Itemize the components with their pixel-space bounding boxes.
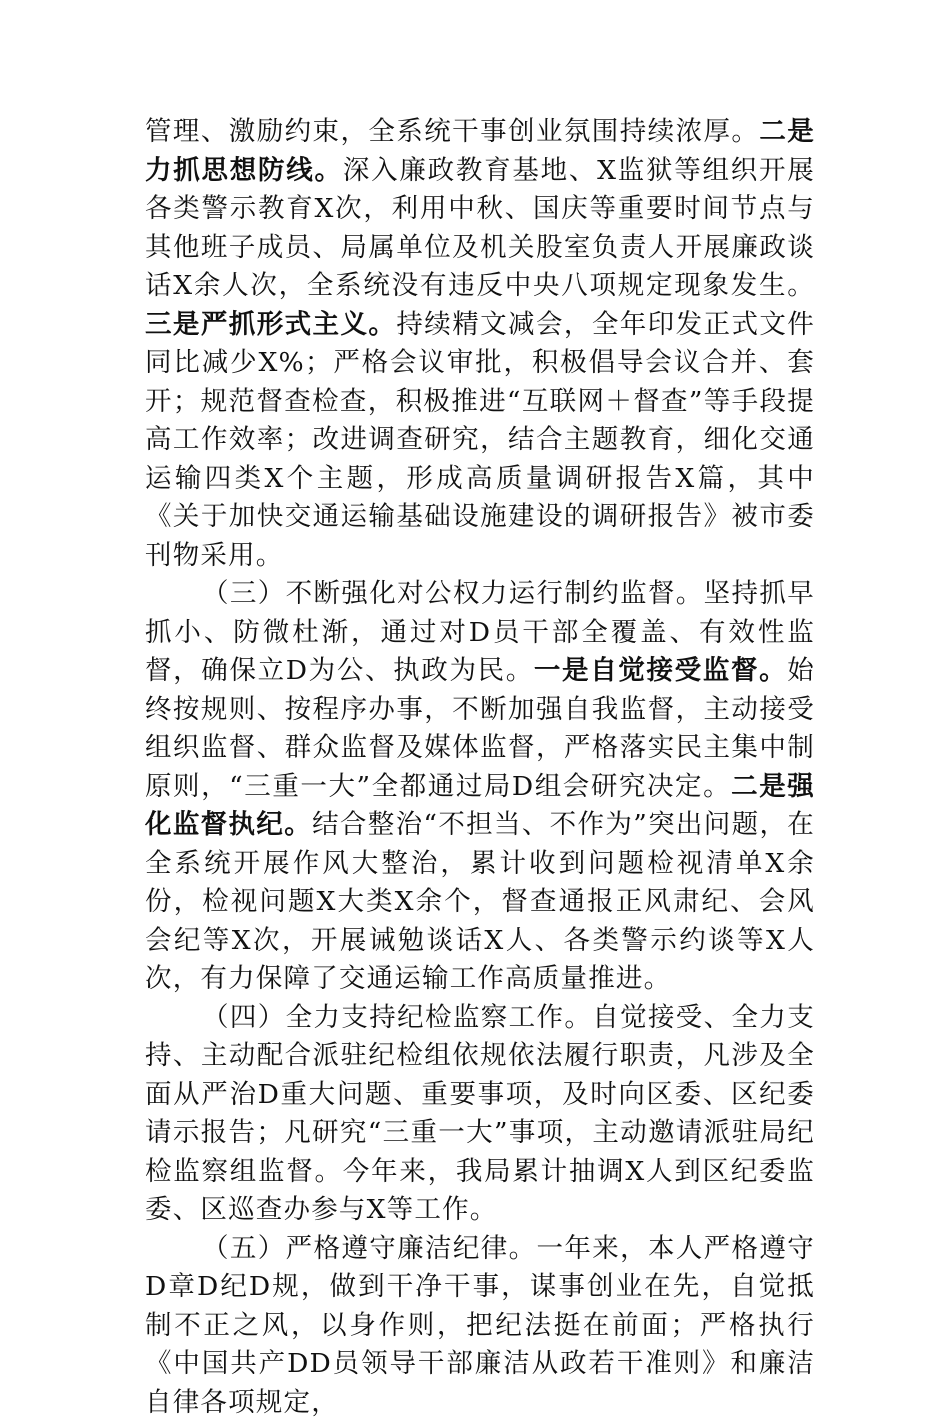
p4-text-1: （五）严格遵守廉洁纪律。一年来，本人严格遵守D章D纪D规，做到干净干事，谋事创业在先，自觉抵制不正之风，以身作则，把纪法挺在前面；严格执行《中国共产DD员领导干部廉洁从政若干准则》和廉洁自律各项规定，: [145, 1233, 815, 1418]
document-body: [145, 113, 815, 1422]
p1-text-2: 深入廉政教育基地、X监狱等组织开展各类警示教育X次，利用中秋、国庆等重要时间节点与其他班子成员、局属单位及机关股室负责人开展廉政谈话X余人次，全系统没有违反中央八项规定现象发生。: [145, 155, 815, 302]
p3-text-1: （四）全力支持纪检监察工作。自觉接受、全力支持、主动配合派驻纪检组依规依法履行职责，凡涉及全面从严治D重大问题、重要事项，及时向区委、区纪委请示报告；凡研究“三重一大”事项，主动邀请派驻局纪检监察组监督。今年来，我局累计抽调X人到区纪委监委、区巡查办参与X等工作。: [145, 1002, 815, 1226]
p2-text-2: 始终按规则、按程序办事，不断加强自我监督，主动接受组织监督、群众监督及媒体监督，严格落实民主集中制原则，“三重一大”全都通过局D组会研究决定。: [145, 655, 815, 802]
paragraph-2: [145, 575, 815, 999]
paragraph-4: [145, 1230, 815, 1422]
p2-heading-2: 二是强化监督执纪。: [145, 771, 815, 841]
p1-heading-2: 二是力抓思想防线。: [145, 116, 815, 186]
p2-text-3: 结合整治“不担当、不作为”突出问题，在全系统开展作风大整治，累计收到问题检视清单X余份，检视问题X大类X余个，督查通报正风肃纪、会风会纪等X次，开展诫勉谈话X人、各类警示约谈等X人次，有力保障了交通运输工作高质量推进。: [145, 809, 815, 994]
p1-text-3: 持续精文减会，全年印发正式文件同比减少X%；严格会议审批，积极倡导会议合并、套开；规范督查检查，积极推进“互联网＋督查”等手段提高工作效率；改进调查研究，结合主题教育，细化交通运输四类X个主题，形成高质量调研报告X篇，其中《关于加快交通运输基础设施建设的调研报告》被市委刊物采用。: [145, 309, 815, 571]
paragraph-1: [145, 113, 815, 575]
p2-heading-1: 一是自觉接受监督。: [534, 655, 787, 686]
p1-heading-3: 三是严抓形式主义。: [145, 309, 396, 340]
p2-text-1: （三）不断强化对公权力运行制约监督。坚持抓早抓小、防微杜渐，通过对D员干部全覆盖、有效性监督，确保立D为公、执政为民。: [145, 578, 815, 686]
paragraph-3: [145, 999, 815, 1230]
p1-text-1: 管理、激励约束，全系统干事创业氛围持续浓厚。: [145, 116, 759, 147]
